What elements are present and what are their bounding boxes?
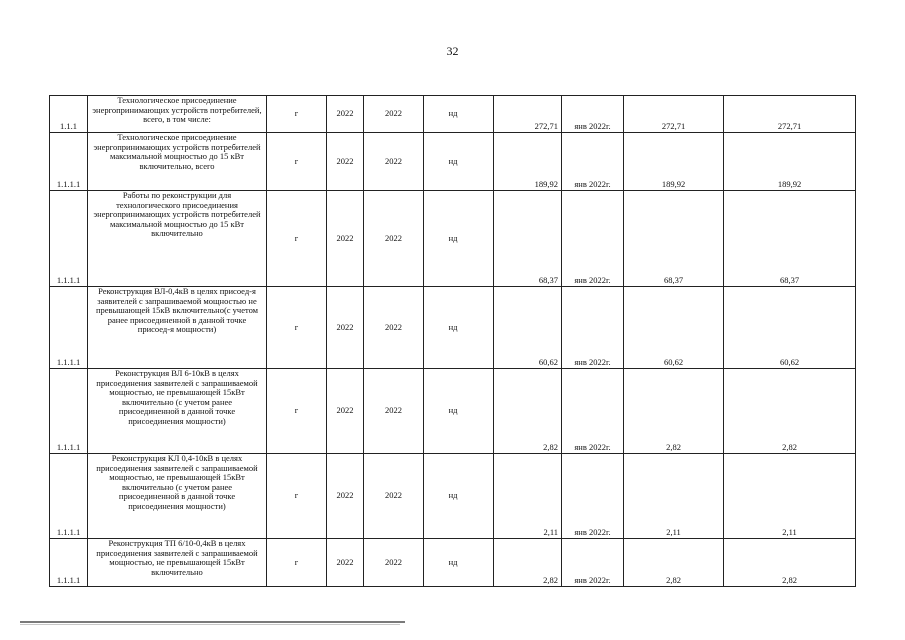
scan-artifact-line bbox=[20, 621, 405, 623]
row-year-start: 2022 bbox=[327, 96, 364, 133]
row-year-end: 2022 bbox=[364, 133, 424, 191]
row-nd: нд bbox=[424, 287, 494, 369]
row-name: Технологическое присоединение энергопринимающих устройств потребителей, всего, в том числе: bbox=[88, 96, 267, 133]
table-row bbox=[50, 191, 856, 287]
row-date: янв 2022г. bbox=[562, 539, 624, 587]
row-year-start: 2022 bbox=[327, 133, 364, 191]
row-value-2: 2,82 bbox=[624, 369, 724, 454]
row-year-end: 2022 bbox=[364, 369, 424, 454]
row-nd: нд bbox=[424, 96, 494, 133]
row-value-2: 189,92 bbox=[624, 133, 724, 191]
row-name: Работы по реконструкции для технологического присоединения энергопринимающих устройств потребителей максимальной мощностью до 15 кВт включительно bbox=[88, 191, 267, 287]
row-year-end: 2022 bbox=[364, 287, 424, 369]
table-row bbox=[50, 369, 856, 454]
row-name: Реконструкция ТП 6/10-0,4кВ в целях присоединения заявителей с запрашиваемой мощностью, не превышающей 15кВт включительно bbox=[88, 539, 267, 587]
row-value-3: 189,92 bbox=[724, 133, 856, 191]
row-year-start: 2022 bbox=[327, 191, 364, 287]
row-date: янв 2022г. bbox=[562, 133, 624, 191]
row-number: 1.1.1.1 bbox=[50, 133, 88, 191]
row-year-end: 2022 bbox=[364, 539, 424, 587]
row-date: янв 2022г. bbox=[562, 369, 624, 454]
row-date: янв 2022г. bbox=[562, 191, 624, 287]
row-value-3: 68,37 bbox=[724, 191, 856, 287]
row-date: янв 2022г. bbox=[562, 287, 624, 369]
row-date: янв 2022г. bbox=[562, 96, 624, 133]
row-value-1: 272,71 bbox=[494, 96, 562, 133]
row-unit: г bbox=[267, 539, 327, 587]
row-unit: г bbox=[267, 287, 327, 369]
row-nd: нд bbox=[424, 369, 494, 454]
row-number: 1.1.1 bbox=[50, 96, 88, 133]
row-nd: нд bbox=[424, 539, 494, 587]
row-year-end: 2022 bbox=[364, 96, 424, 133]
scan-artifact-line-faint bbox=[20, 624, 400, 625]
row-year-start: 2022 bbox=[327, 287, 364, 369]
investment-table bbox=[49, 95, 856, 587]
row-value-1: 2,82 bbox=[494, 539, 562, 587]
row-name: Технологическое присоединение энергопринимающих устройств потребителей максимальной мощностью до 15 кВт включительно, всего bbox=[88, 133, 267, 191]
row-value-1: 2,11 bbox=[494, 454, 562, 539]
row-value-1: 2,82 bbox=[494, 369, 562, 454]
page-number: 32 bbox=[446, 44, 459, 58]
row-value-3: 2,82 bbox=[724, 369, 856, 454]
row-value-3: 2,11 bbox=[724, 454, 856, 539]
row-value-2: 60,62 bbox=[624, 287, 724, 369]
table-row bbox=[50, 454, 856, 539]
row-unit: г bbox=[267, 133, 327, 191]
row-unit: г bbox=[267, 96, 327, 133]
row-year-start: 2022 bbox=[327, 369, 364, 454]
row-number: 1.1.1.1 bbox=[50, 539, 88, 587]
row-nd: нд bbox=[424, 133, 494, 191]
row-value-3: 272,71 bbox=[724, 96, 856, 133]
row-year-start: 2022 bbox=[327, 539, 364, 587]
row-year-end: 2022 bbox=[364, 191, 424, 287]
row-value-2: 2,82 bbox=[624, 539, 724, 587]
row-number: 1.1.1.1 bbox=[50, 369, 88, 454]
row-unit: г bbox=[267, 369, 327, 454]
row-value-1: 68,37 bbox=[494, 191, 562, 287]
row-unit: г bbox=[267, 191, 327, 287]
row-value-1: 189,92 bbox=[494, 133, 562, 191]
row-value-3: 60,62 bbox=[724, 287, 856, 369]
row-name: Реконструкция ВЛ 6-10кВ в целях присоединения заявителей с запрашиваемой мощностью, не превышающей 15кВт включительно (с учетом ранее присоединенной в данной точке присоединения мощности) bbox=[88, 369, 267, 454]
row-value-2: 272,71 bbox=[624, 96, 724, 133]
table-row bbox=[50, 133, 856, 191]
row-number: 1.1.1.1 bbox=[50, 287, 88, 369]
row-value-1: 60,62 bbox=[494, 287, 562, 369]
row-year-end: 2022 bbox=[364, 454, 424, 539]
table-row bbox=[50, 96, 856, 133]
row-name: Реконструкция ВЛ-0,4кВ в целях присоед-я заявителей с запрашиваемой мощностью не превышающей 15кВ включительно(с учетом ранее присоединенной в данной точке присоед-я мощности) bbox=[88, 287, 267, 369]
table-row bbox=[50, 287, 856, 369]
row-value-2: 68,37 bbox=[624, 191, 724, 287]
row-nd: нд bbox=[424, 454, 494, 539]
table-row bbox=[50, 539, 856, 587]
row-number: 1.1.1.1 bbox=[50, 454, 88, 539]
row-nd: нд bbox=[424, 191, 494, 287]
row-date: янв 2022г. bbox=[562, 454, 624, 539]
row-unit: г bbox=[267, 454, 327, 539]
row-value-3: 2,82 bbox=[724, 539, 856, 587]
row-number: 1.1.1.1 bbox=[50, 191, 88, 287]
row-year-start: 2022 bbox=[327, 454, 364, 539]
row-name: Реконструкция КЛ 0,4-10кВ в целях присоединения заявителей с запрашиваемой мощностью, не превышающей 15кВт включительно (с учетом ранее присоединенной в данной точке присоединения мощности) bbox=[88, 454, 267, 539]
row-value-2: 2,11 bbox=[624, 454, 724, 539]
